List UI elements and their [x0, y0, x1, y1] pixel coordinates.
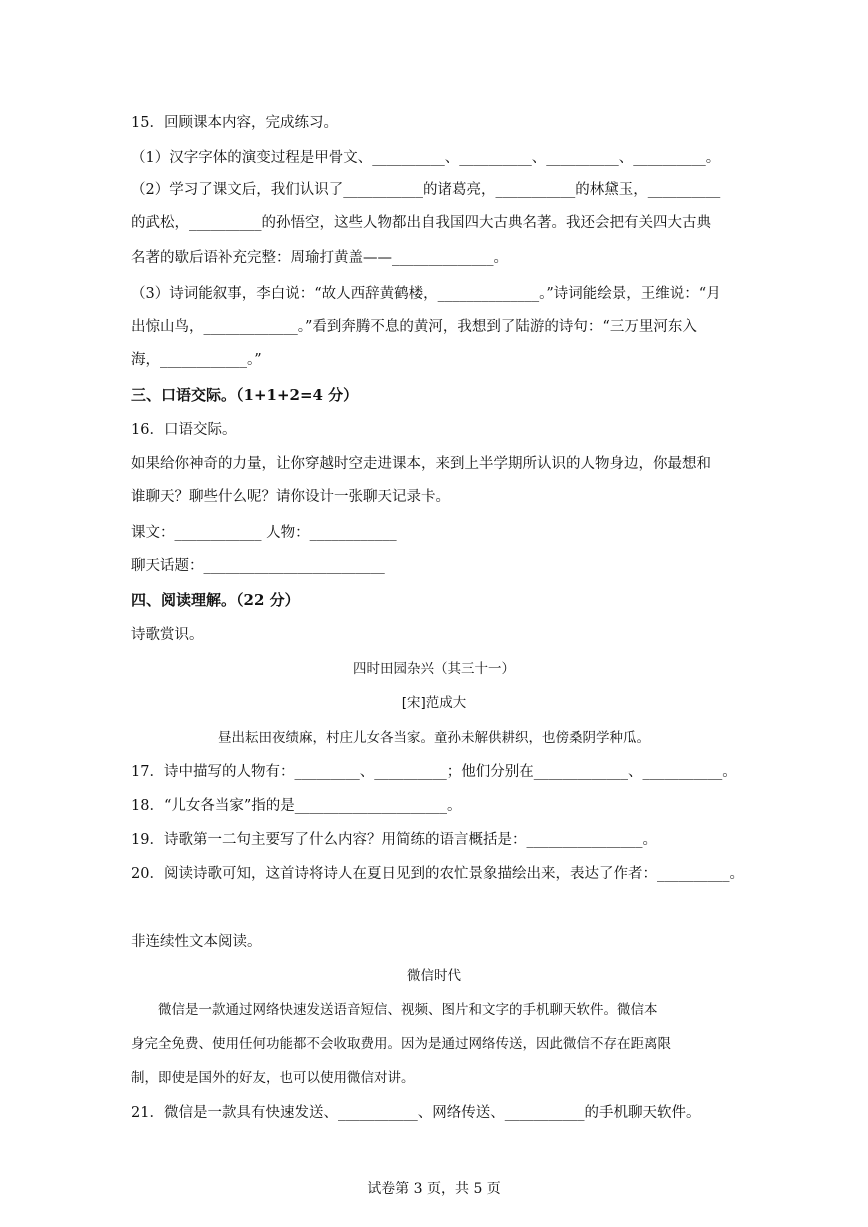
q15-part3-line3: 海，____________。” [131, 352, 262, 368]
poem-author: [宋]范成大 [401, 695, 467, 711]
nonlinear-intro: 非连续性文本阅读。 [131, 934, 262, 950]
q17: 17．诗中描写的人物有：_________、__________；他们分别在_____________、___________。 [131, 764, 737, 780]
q16-body-line1: 如果给你神奇的力量，让你穿越时空走进课本，来到上半学期所认识的人物身边，你最想和 [131, 456, 711, 472]
page-footer: 试卷第 3 页，共 5 页 [367, 1181, 501, 1197]
nonlinear-title: 微信时代 [407, 968, 461, 984]
q16-title: 16．口语交际。 [131, 422, 237, 438]
q16-fields: 课文：____________ 人物：____________ [131, 525, 397, 541]
q15-part2-line1: （2）学习了课文后，我们认识了___________的诸葛亮，___________的林黛玉，__________ [131, 182, 721, 198]
section4-heading: 四、阅读理解。（22 分） [131, 591, 300, 609]
poem-intro: 诗歌赏识。 [131, 627, 204, 643]
q15-title: 15．回顾课本内容，完成练习。 [131, 115, 338, 131]
q15-part1: （1）汉字字体的演变过程是甲骨文、__________、__________、__________、__________。 [131, 150, 721, 166]
q21: 21．微信是一款具有快速发送、___________、网络传送、___________的手机聊天软件。 [131, 1105, 701, 1121]
q16-body-line2: 谁聊天？聊些什么呢？请你设计一张聊天记录卡。 [131, 489, 450, 505]
nonlinear-para-line2: 身完全免费、使用任何功能都不会收取费用。因为是通过网络传送，因此微信不存在距离限 [131, 1036, 671, 1052]
q19: 19．诗歌第一二句主要写了什么内容？用简练的语言概括是：________________。 [131, 832, 657, 848]
poem-text: 昼出耘田夜绩麻，村庄儿女各当家。童孙未解供耕织，也傍桑阴学种瓜。 [218, 730, 650, 746]
q15-part2-line2: 的武松，__________的孙悟空，这些人物都出自我国四大古典名著。我还会把有关四大古典 [131, 215, 711, 231]
nonlinear-para-line1: 微信是一款通过网络快速发送语音短信、视频、图片和文字的手机聊天软件。微信本 [131, 1002, 658, 1018]
q15-part3-line1: （3）诗词能叙事，李白说：“故人西辞黄鹤楼，______________。”诗词能绘景，王维说：“月 [131, 286, 721, 302]
q16-topic: 聊天话题：_________________________ [131, 558, 385, 574]
q15-part3-line2: 出惊山鸟，_____________。”看到奔腾不息的黄河，我想到了陆游的诗句：“三万里河东入 [131, 319, 697, 335]
q20: 20．阅读诗歌可知，这首诗将诗人在夏日见到的农忙景象描绘出来，表达了作者：__________。 [131, 866, 744, 882]
nonlinear-para-line3: 制，即使是国外的好友，也可以使用微信对讲。 [131, 1070, 415, 1086]
q15-part2-line3: 名著的歇后语补充完整：周瑜打黄盖——______________。 [131, 250, 508, 266]
q18: 18．“儿女各当家”指的是_____________________。 [131, 798, 462, 814]
section3-heading: 三、口语交际。（1+1+2=4 分） [131, 386, 359, 404]
poem-title: 四时田园杂兴（其三十一） [353, 661, 515, 677]
